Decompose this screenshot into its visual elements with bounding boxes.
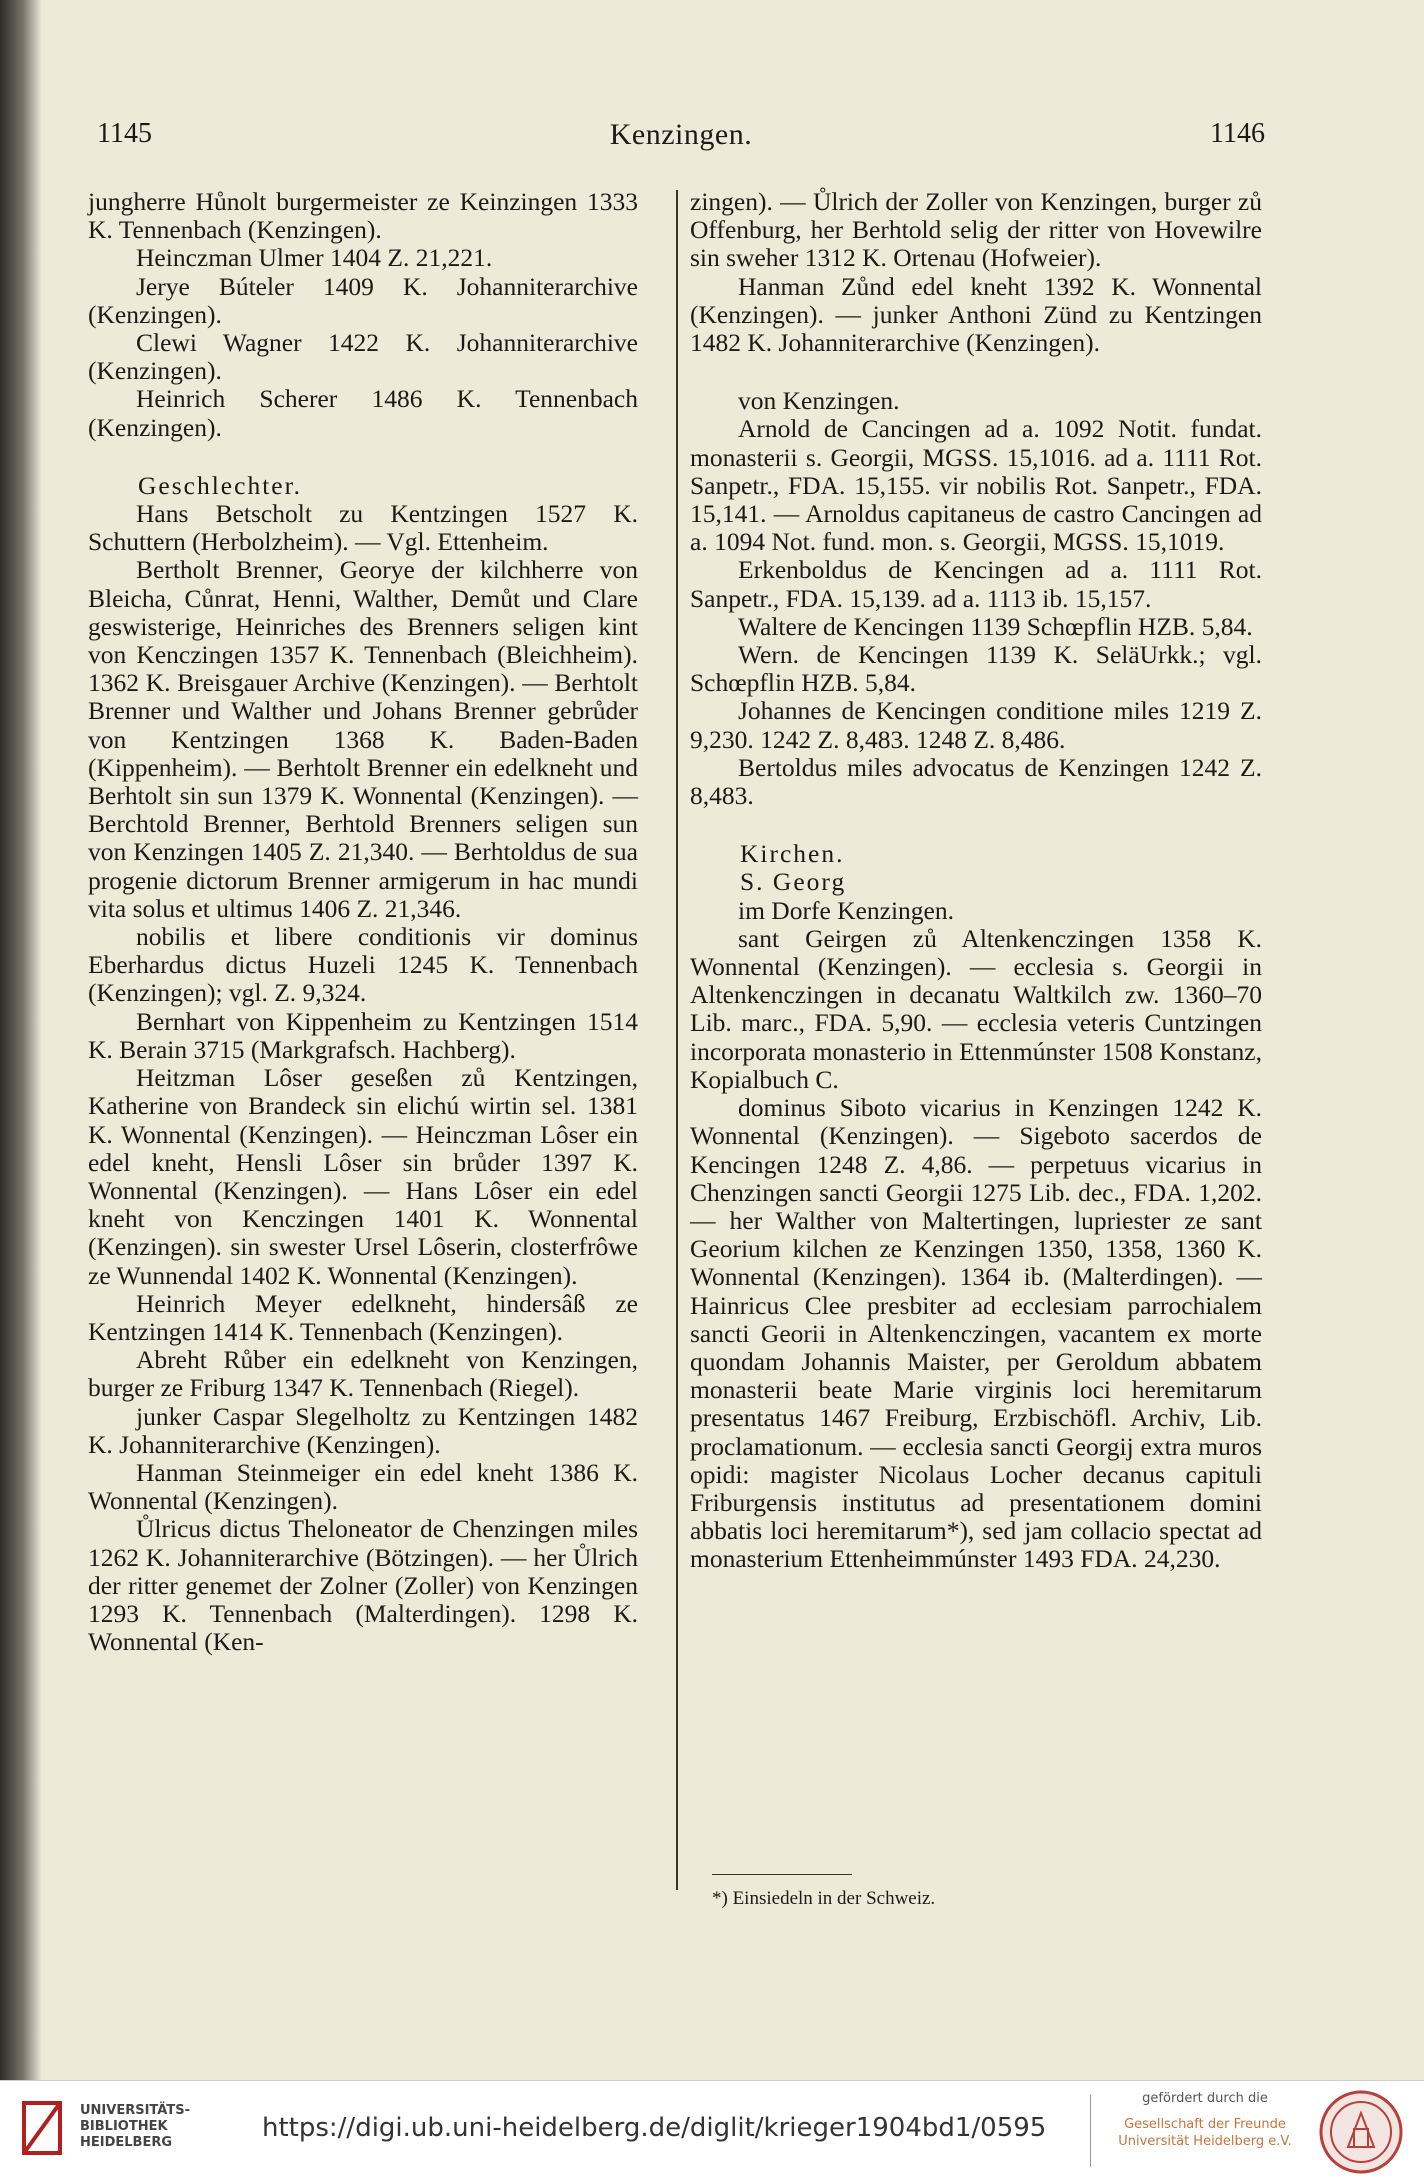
left-column bbox=[88, 188, 638, 1656]
sponsor-name: Gesellschaft der Freunde bbox=[1124, 2117, 1286, 2132]
sponsor-name: Universität Heidelberg e.V. bbox=[1118, 2134, 1292, 2149]
paragraph: Abreht Růber ein edelkneht von Kenzingen, burger ze Friburg 1347 K. Tennenbach (Riegel). bbox=[88, 1345, 638, 1403]
institution-line: BIBLIOTHEK bbox=[80, 2119, 168, 2134]
paragraph: Heinrich Meyer edelkneht, hindersâß ze Kentzingen 1414 K. Tennenbach (Kenzingen). bbox=[88, 1288, 638, 1346]
paragraph: Hanman Zůnd edel kneht 1392 K. Wonnental (Kenzingen). — junker Anthoni Zünd zu Kentzingen 1482 K. Johanniterarchive (Kenzingen). bbox=[690, 271, 1262, 358]
subsection-heading: im Dorfe Kenzingen. bbox=[738, 895, 954, 925]
paragraph: Bertoldus miles advocatus de Kenzingen 1242 Z. 8,483. bbox=[690, 752, 1262, 811]
paragraph: Arnold de Cancingen ad a. 1092 Notit. fundat. monasterii s. Georgii, MGSS. 15,1016. ad a. 1111 Rot. Sanpetr., FDA. 15,155. vir nobilis Rot. Sanpetr., FDA. 15,141. — Arnoldus capitaneus de castro Cancingen ad a. 1094 Not. fund. mon. s. Georgii, MGSS. 15,1019. bbox=[690, 414, 1262, 557]
paragraph: nobilis et libere conditionis vir dominus Eberhardus dictus Huzeli 1245 K. Tennenbach (Kenzingen); vgl. Z. 9,324. bbox=[88, 922, 638, 1008]
paragraph: Heitzman Lôser geseßen zů Kentzingen, Katherine von Brandeck sin elichú wirtin sel. 1381 K. Wonnental (Kenzingen). — Heinczman Lôser ein edel kneht, Hensli Lôser sin brůder 1397 K. Wonnental (Kenzingen). — Hans Lôser ein edel kneht von Kenczingen 1401 K. Wonnental (Kenzingen). sin swester Ursel Lôserin, closterfrôwe ze Wunnendal 1402 K. Wonnental (Kenzingen). bbox=[88, 1063, 638, 1290]
paragraph: Hans Betscholt zu Kentzingen 1527 K. Schuttern (Herbolzheim). — Vgl. Ettenheim. bbox=[88, 499, 638, 557]
paragraph: junker Caspar Slegelholtz zu Kentzingen 1482 K. Johanniterarchive (Kenzingen). bbox=[88, 1401, 638, 1459]
paragraph: Jerye Búteler 1409 K. Johanniterarchive (Kenzingen). bbox=[88, 271, 638, 329]
paragraph: Bernhart von Kippenheim zu Kentzingen 1514 K. Berain 3715 (Markgrafsch. Hachberg). bbox=[88, 1006, 638, 1064]
paragraph: Clewi Wagner 1422 K. Johanniterarchive (Kenzingen). bbox=[88, 328, 638, 386]
section-heading: Geschlechter. bbox=[138, 470, 303, 500]
institution-line: HEIDELBERG bbox=[80, 2135, 173, 2150]
section-heading: Kirchen. bbox=[740, 839, 845, 869]
paragraph: Johannes de Kencingen conditione miles 1219 Z. 9,230. 1242 Z. 8,483. 1248 Z. 8,486. bbox=[690, 696, 1262, 754]
viewer-footer bbox=[0, 2080, 1424, 2181]
section-heading: von Kenzingen. bbox=[738, 386, 900, 416]
subsection-heading: S. Georg bbox=[740, 867, 847, 897]
sponsor-label: gefördert durch die bbox=[1142, 2091, 1268, 2106]
paragraph: Hanman Steinmeiger ein edel kneht 1386 K. Wonnental (Kenzingen). bbox=[88, 1457, 638, 1516]
paragraph: zingen). — Ůlrich der Zoller von Kenzingen, burger zů Offenburg, her Berhtold selig der ritter von Hovewilre sin sweher 1312 K. Ortenau (Hofweier). bbox=[690, 187, 1262, 273]
running-header bbox=[97, 118, 1265, 158]
running-title: Kenzingen. bbox=[609, 118, 753, 151]
footnote: *) Einsiedeln in der Schweiz. bbox=[712, 1888, 936, 1909]
institution-line: UNIVERSITÄTS- bbox=[80, 2103, 190, 2118]
paragraph: Bertholt Brenner, Georye der kilchherre von Bleicha, Cůnrat, Henni, Walther, Demůt und Clare geswisterige, Heinriches des Brenners seligen kint von Kenczingen 1357 K. Tennenbach (Bleichheim). 1362 K. Breisgauer Archive (Kenzingen). — Berhtolt Brenner und Walther und Johans Brenner gebrůder von Kentzingen 1368 K. Baden-Baden (Kippenheim). — Berhtolt Brenner ein edelkneht und Berhtolt sin sun 1379 K. Wonnental (Kenzingen). — Berchtold Brenner, Berhtold Brenners seligen sun von Kenzingen 1405 Z. 21,340. — Berhtoldus de sua progenie dictorum Brenner armigerum in hac mundi vita solus et ultimus 1406 Z. 21,346. bbox=[88, 555, 638, 923]
paragraph: Heinczman Ulmer 1404 Z. 21,221. bbox=[136, 243, 493, 273]
paragraph: sant Geirgen zů Altenkenczingen 1358 K. Wonnental (Kenzingen). — ecclesia s. Georgii in Altenkenczingen in decanatu Waltkilch zw. 1360–70 Lib. marc., FDA. 5,90. — ecclesia veteris Cuntzingen incorporata monasterio in Ettenmúnster 1508 Konstanz, Kopialbuch C. bbox=[690, 923, 1262, 1094]
paragraph: jungherre Hůnolt burgermeister ze Keinzingen 1333 K. Tennenbach (Kenzingen). bbox=[88, 187, 638, 245]
sponsor-block bbox=[1100, 2091, 1310, 2150]
page-number-left: 1145 bbox=[97, 118, 152, 149]
university-seal-icon bbox=[1318, 2089, 1404, 2175]
university-logo-icon bbox=[20, 2097, 64, 2159]
footer-separator bbox=[1090, 2095, 1091, 2167]
paragraph: Ůlricus dictus Theloneator de Chenzingen miles 1262 K. Johanniterarchive (Bötzingen). — her Ůlrich der ritter genemet der Zolner (Zoller) von Kenzingen 1293 K. Tennenbach (Malterdingen). 1298 K. Wonnental (Ken- bbox=[88, 1514, 638, 1657]
binding-shadow bbox=[0, 0, 42, 2080]
paragraph: Wern. de Kencingen 1139 K. SeläUrkk.; vgl. Schœpflin HZB. 5,84. bbox=[690, 640, 1262, 698]
paragraph: Heinrich Scherer 1486 K. Tennenbach (Kenzingen). bbox=[88, 384, 638, 442]
paragraph: Waltere de Kencingen 1139 Schœpflin HZB. 5,84. bbox=[738, 611, 1253, 641]
page-number-right: 1146 bbox=[1210, 118, 1265, 149]
paragraph: dominus Siboto vicarius in Kenzingen 1242 K. Wonnental (Kenzingen). — Sigeboto sacerdos de Kencingen 1248 Z. 4,86. — perpetuus vicarius in Chenzingen sancti Georgii 1275 Lib. dec., FDA. 1,202. — her Walther von Maltertingen, lupriester ze sant Georium kilchen ze Kenzingen 1350, 1358, 1360 K. Wonnental (Kenzingen). 1364 ib. (Malterdingen). — Hainricus Clee presbiter ad ecclesiam parrochialem sancti Georii in Altenkenczingen, vacantem ex morte quondam Johannis Maister, per Geroldum abbatem monasterii beate Marie virginis loci heremitarum presentatus 1467 Freiburg, Erzbischöfl. Archiv, Lib. proclamationum. — ecclesia sancti Georgij extra muros opidi: magister Nicolaus Locher decanus capituli Friburgensis institutus ad presentationem domini abbatis loci heremitarum*), sed jam collacio spectat ad monasterium Ettenheimmúnster 1493 FDA. 24,230. bbox=[690, 1093, 1262, 1574]
permalink[interactable]: https://digi.ub.uni-heidelberg.de/diglit/krieger1904bd1/0595 bbox=[262, 2113, 1047, 2143]
column-divider bbox=[676, 190, 678, 1890]
footnote-rule bbox=[712, 1874, 852, 1875]
right-column bbox=[690, 188, 1262, 1574]
paragraph: Erkenboldus de Kencingen ad a. 1111 Rot. Sanpetr., FDA. 15,139. ad a. 1113 ib. 15,157. bbox=[690, 555, 1262, 613]
institution-name bbox=[80, 2103, 190, 2151]
